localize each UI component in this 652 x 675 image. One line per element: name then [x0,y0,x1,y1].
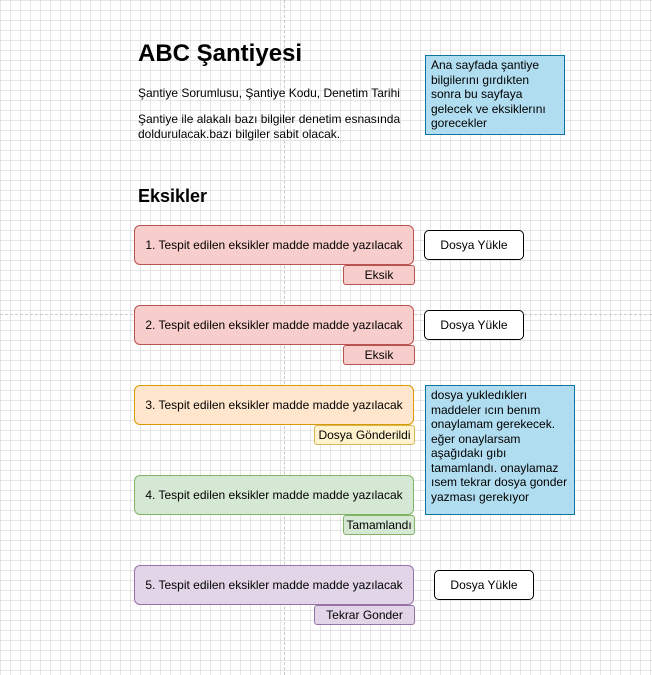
status-badge-4: Tamamlandı [343,515,415,535]
note-top: Ana sayfada şantiye bilgilerını gırdıkten sonra bu sayfaya gelecek ve eksiklerını gorecekler [425,55,565,135]
status-badge-3: Dosya Gönderildi [314,425,415,445]
page-title: ABC Şantiyesi [138,40,303,67]
deficiency-item-4: 4. Tespit edilen eksikler madde madde yazılacak [134,475,414,515]
upload-button-2[interactable]: Dosya Yükle [424,310,524,340]
status-badge-1: Eksik [343,265,415,285]
upload-button-5[interactable]: Dosya Yükle [434,570,534,600]
upload-button-1[interactable]: Dosya Yükle [424,230,524,260]
deficiency-item-3: 3. Tespit edilen eksikler madde madde yazılacak [134,385,414,425]
section-title-eksikler: Eksikler [138,186,208,206]
deficiency-item-5: 5. Tespit edilen eksikler madde madde yazılacak [134,565,414,605]
site-fields-line: Şantiye Sorumlusu, Şantiye Kodu, Denetim Tarihi [138,86,400,100]
status-badge-2: Eksik [343,345,415,365]
deficiency-item-2: 2. Tespit edilen eksikler madde madde yazılacak [134,305,414,345]
status-badge-5: Tekrar Gonder [314,605,415,625]
site-description: Şantiye ile alakalı bazı bilgiler denetim esnasında doldurulacak.bazı bilgiler sabit olacak. [138,112,401,141]
deficiency-item-1: 1. Tespit edilen eksikler madde madde yazılacak [134,225,414,265]
note-approval: dosya yukledıklerı maddeler ıcın benım onaylamam gerekecek. eğer onaylarsam aşağıdakı gıbı tamamlandı. onaylamaz ısem tekrar dosya gonder yazması gerekıyor [425,385,575,515]
